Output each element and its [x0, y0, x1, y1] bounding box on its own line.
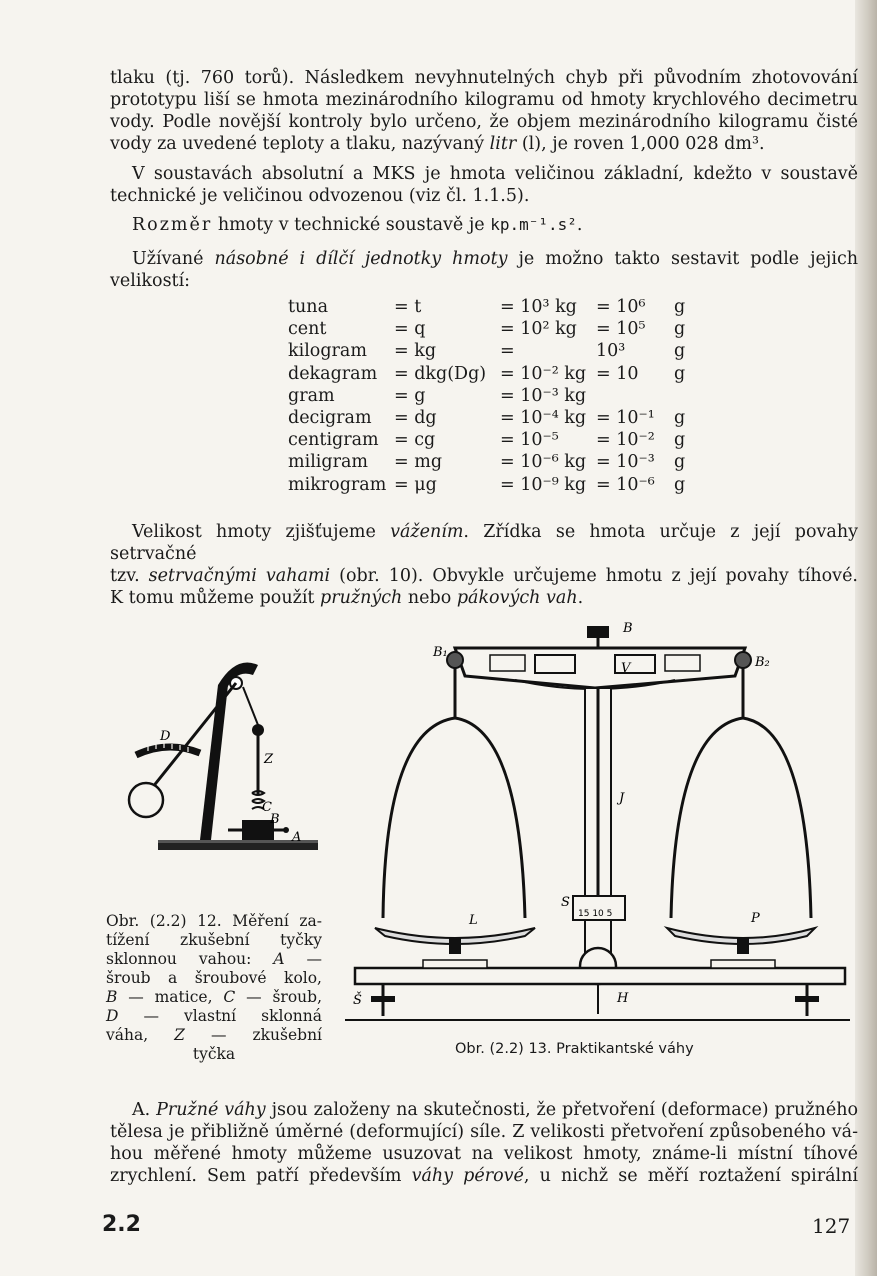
label-b2: B₂	[755, 655, 770, 670]
p1-line-4	[110, 133, 858, 155]
term-pruznych: pružných	[320, 588, 403, 608]
figure-12-caption	[106, 912, 322, 1064]
cord	[243, 687, 258, 725]
p5-text-e: K tomu můžeme použít	[110, 588, 321, 608]
paragraph-5	[110, 521, 858, 609]
unit-row	[288, 318, 694, 340]
p1-line-1: tlaku (tj. 760 torů). Následkem nevyhnutelných chyb při původním zhotovování	[110, 68, 858, 88]
p6-line-3: hou měřené hmoty můžeme usuzovat na velikost hmoty, známe-li místní tíhové	[110, 1144, 858, 1164]
p4-end: je možno takto sestavit podle jejich velikostí:	[110, 249, 859, 291]
unit-cell: = 10⁻¹	[596, 408, 655, 429]
p5-text-d: (obr. 10). Obvykle určujeme hmotu z její povahy tíhové.	[330, 566, 858, 586]
pan-bow-right-outer	[743, 718, 811, 918]
unit-cell: = q	[394, 319, 426, 340]
cap12-line-1: Obr. (2.2) 12. Měření za-	[106, 912, 322, 930]
unit-row	[288, 474, 694, 496]
page-edge-shadow	[855, 0, 877, 1276]
term-setrvacne-vahy: setrvačnými vahami	[148, 566, 331, 586]
p1-text: vody za uvedené teploty a tlaku, nazývaný	[110, 134, 490, 154]
p4-line	[110, 248, 858, 292]
paragraph-3	[110, 214, 858, 236]
p5-line-3	[110, 587, 858, 609]
unit-cell: = 10⁻⁹ kg	[500, 474, 587, 495]
unit-cell: = 10⁻⁴ kg	[500, 408, 587, 429]
unit-cell: = 10⁻² kg	[500, 363, 587, 384]
unit-cell: = 10⁻⁵	[500, 430, 559, 451]
cap12-line-6	[106, 1007, 322, 1026]
pan-bow-right-inner	[671, 718, 743, 918]
base-pad-left	[423, 960, 487, 968]
label-d: D	[160, 729, 171, 744]
unit-row	[288, 363, 694, 385]
cap12-line-3	[106, 950, 322, 969]
unit-cell: = 10⁻³ kg	[500, 385, 587, 406]
figure-13-laboratory-balance	[345, 618, 855, 1033]
unit-cell: = kg	[394, 341, 437, 362]
screw-wheel-right	[795, 996, 819, 1002]
p3-text: hmoty v technické soustavě je	[212, 215, 491, 235]
pan-rest-left	[449, 938, 461, 954]
unit-cell: g	[674, 474, 686, 495]
unit-cell: = 10⁻²	[596, 430, 655, 451]
unit-cell: decigram	[288, 408, 372, 429]
pan-rest-right	[737, 938, 749, 954]
unit-cell: = cg	[394, 430, 436, 451]
unit-row	[288, 296, 694, 318]
paragraph-1	[110, 67, 858, 155]
label-s: S	[561, 895, 570, 910]
label-v: V	[621, 661, 631, 676]
p5-text-c: tzv.	[110, 566, 149, 586]
label-b: B	[270, 812, 280, 827]
unit-cell: g	[674, 319, 686, 340]
unit-cell: g	[674, 341, 686, 362]
section-number: 2.2	[102, 1212, 141, 1237]
p5-line-2	[110, 565, 858, 587]
term-pruzne-vahy: Pružné váhy	[156, 1100, 266, 1120]
p5-text-g: .	[577, 588, 584, 608]
paragraph-4	[110, 248, 858, 292]
screw-wheel-left	[371, 996, 395, 1002]
unit-cell: = 10⁻³	[596, 452, 655, 473]
p6-a: A.	[132, 1100, 157, 1120]
cap12-t1: sklonnou vahou:	[106, 950, 274, 968]
unit-cell: 10³	[596, 341, 626, 362]
cap12-line-8: tyčka	[192, 1045, 236, 1063]
unit-cell: = 10² kg	[500, 319, 577, 340]
pan-bow-left-outer	[383, 718, 455, 918]
p6-b: jsou založeny na skutečnosti, že přetvoření (deformace) pružného	[265, 1100, 858, 1120]
unit-cell: g	[674, 363, 686, 384]
unit-cell: = 10⁻⁶ kg	[500, 452, 587, 473]
balance-base	[355, 968, 845, 984]
dimension-formula: kp.m⁻¹.s²	[490, 215, 577, 234]
p1-text-end: (l), je roven 1,000 028 dm³.	[516, 134, 765, 154]
term-vazenim: vážením	[390, 522, 464, 542]
unit-cell: =	[500, 341, 515, 362]
unit-cell: = 10⁶	[596, 297, 646, 317]
unit-cell: = mg	[394, 452, 443, 473]
scale-arc	[136, 747, 200, 755]
unit-row	[288, 340, 694, 362]
p6-line-4	[110, 1165, 858, 1187]
unit-cell: = 10³ kg	[500, 297, 577, 317]
p5-line-1	[110, 521, 858, 565]
figure-12-inclined-balance	[118, 645, 328, 870]
units-table	[288, 296, 694, 496]
scale-numbers: 15 10 5	[578, 909, 613, 919]
p3-end: .	[576, 215, 583, 235]
unit-cell: tuna	[288, 297, 329, 317]
cap12-z: Z	[174, 1026, 185, 1044]
unit-cell	[674, 385, 694, 407]
cap12-b: B	[106, 988, 118, 1006]
label-b1: B₁	[433, 645, 448, 660]
label-b: B	[623, 621, 633, 636]
p2-line-2: technické je veličinou odvozenou (viz čl. 1.1.5).	[110, 186, 530, 206]
pan-bow-left-inner	[455, 718, 525, 918]
term-units: násobné i dílčí jednotky hmoty	[214, 249, 508, 269]
unit-cell: gram	[288, 385, 335, 406]
cap12-line-2: tížení zkušební tyčky	[106, 931, 322, 949]
unit-cell: = dg	[394, 408, 437, 429]
unit-cell: g	[674, 408, 686, 429]
unit-cell: g	[674, 297, 686, 317]
term-vahy-perove: váhy pérové	[411, 1166, 524, 1186]
p6-c: zrychlení. Sem patří především	[110, 1166, 412, 1186]
paragraph-2	[110, 163, 858, 207]
cap12-line-4: šroub a šroubové kolo,	[106, 969, 322, 987]
base-pad-right	[711, 960, 775, 968]
knife-edge-b2	[735, 652, 751, 668]
term-rozmer: Rozměr	[132, 215, 213, 235]
label-s2: Š	[353, 993, 362, 1008]
cap12-t4: — šroub,	[235, 988, 322, 1006]
unit-cell: kilogram	[288, 341, 367, 362]
unit-cell: g	[674, 452, 686, 473]
p6-line-1	[110, 1099, 858, 1121]
unit-cell: centigram	[288, 430, 379, 451]
label-a: A	[292, 830, 302, 845]
knife-edge-b1	[447, 652, 463, 668]
cap12-line-7	[106, 1026, 322, 1045]
pendulum-weight	[129, 783, 163, 817]
p1-line-2: prototypu liší se hmota mezinárodního kilogramu od hmoty krychlového decimetru	[110, 90, 858, 110]
unit-cell: dekagram	[288, 363, 378, 384]
cap12-t3: — matice,	[117, 988, 224, 1006]
unit-cell: g	[674, 430, 686, 451]
cap12-line-5	[106, 988, 322, 1007]
rod-top	[252, 724, 264, 736]
p5-text-f: nebo	[402, 588, 457, 608]
screw-a-tip	[283, 827, 289, 833]
unit-cell: cent	[288, 319, 327, 340]
cap12-t2: —	[284, 950, 322, 968]
p6-line-2: tělesa je přibližně úměrné (deformující) síle. Z velikosti přetvoření způsobeného vá-	[110, 1122, 858, 1142]
cap12-t7: — zkušební	[184, 1026, 323, 1044]
unit-row	[288, 451, 694, 473]
unit-row	[288, 407, 694, 429]
unit-cell: = dkg(Dg)	[394, 363, 487, 384]
label-z: Z	[264, 752, 274, 767]
p5-text-a: Velikost hmoty zjišťujeme	[132, 522, 391, 542]
term-litr: litr	[489, 134, 517, 154]
unit-cell: = 10⁵	[596, 319, 646, 340]
p6-d: , u nichž se měří roztažení spirální	[523, 1166, 858, 1186]
paragraph-6	[110, 1099, 858, 1187]
label-p: P	[751, 911, 760, 926]
unit-cell: = 10	[596, 363, 639, 384]
unit-cell: = μg	[394, 474, 437, 495]
unit-cell: mikrogram	[288, 474, 387, 495]
page-number: 127	[812, 1214, 851, 1238]
center-knob	[587, 626, 609, 638]
label-j: J	[619, 791, 625, 806]
label-c: C	[262, 800, 272, 815]
figure-13-caption: Obr. (2.2) 13. Praktikantské váhy	[455, 1041, 694, 1057]
p2-line-1: V soustavách absolutní a MKS je hmota veličinou základní, kdežto v soustavě	[132, 164, 858, 184]
unit-row	[288, 385, 694, 407]
cap12-t5: — vlastní sklonná	[118, 1007, 322, 1025]
label-l: L	[469, 913, 478, 928]
unit-row	[288, 429, 694, 451]
term-pakovych-vah: pákových vah	[456, 588, 578, 608]
cap12-t6: váha,	[106, 1026, 175, 1044]
balance-beam	[455, 648, 745, 688]
unit-cell: miligram	[288, 452, 368, 473]
unit-cell: = t	[394, 297, 422, 317]
p5-text-b: . Zřídka se hmota určuje z její povahy setrvačné	[110, 522, 858, 564]
p3-line	[110, 214, 858, 236]
p4-text: Užívané	[132, 249, 215, 269]
unit-cell: = g	[394, 385, 426, 406]
unit-cell	[596, 385, 674, 407]
label-h: H	[617, 991, 629, 1006]
cap12-c: C	[223, 988, 236, 1006]
p1-line-3: vody. Podle novější kontroly bylo určeno, že objem mezinárodního kilogramu čisté	[110, 112, 858, 132]
unit-cell: = 10⁻⁶	[596, 474, 655, 495]
cap12-a: A	[273, 950, 285, 968]
cap12-d: D	[106, 1007, 119, 1025]
